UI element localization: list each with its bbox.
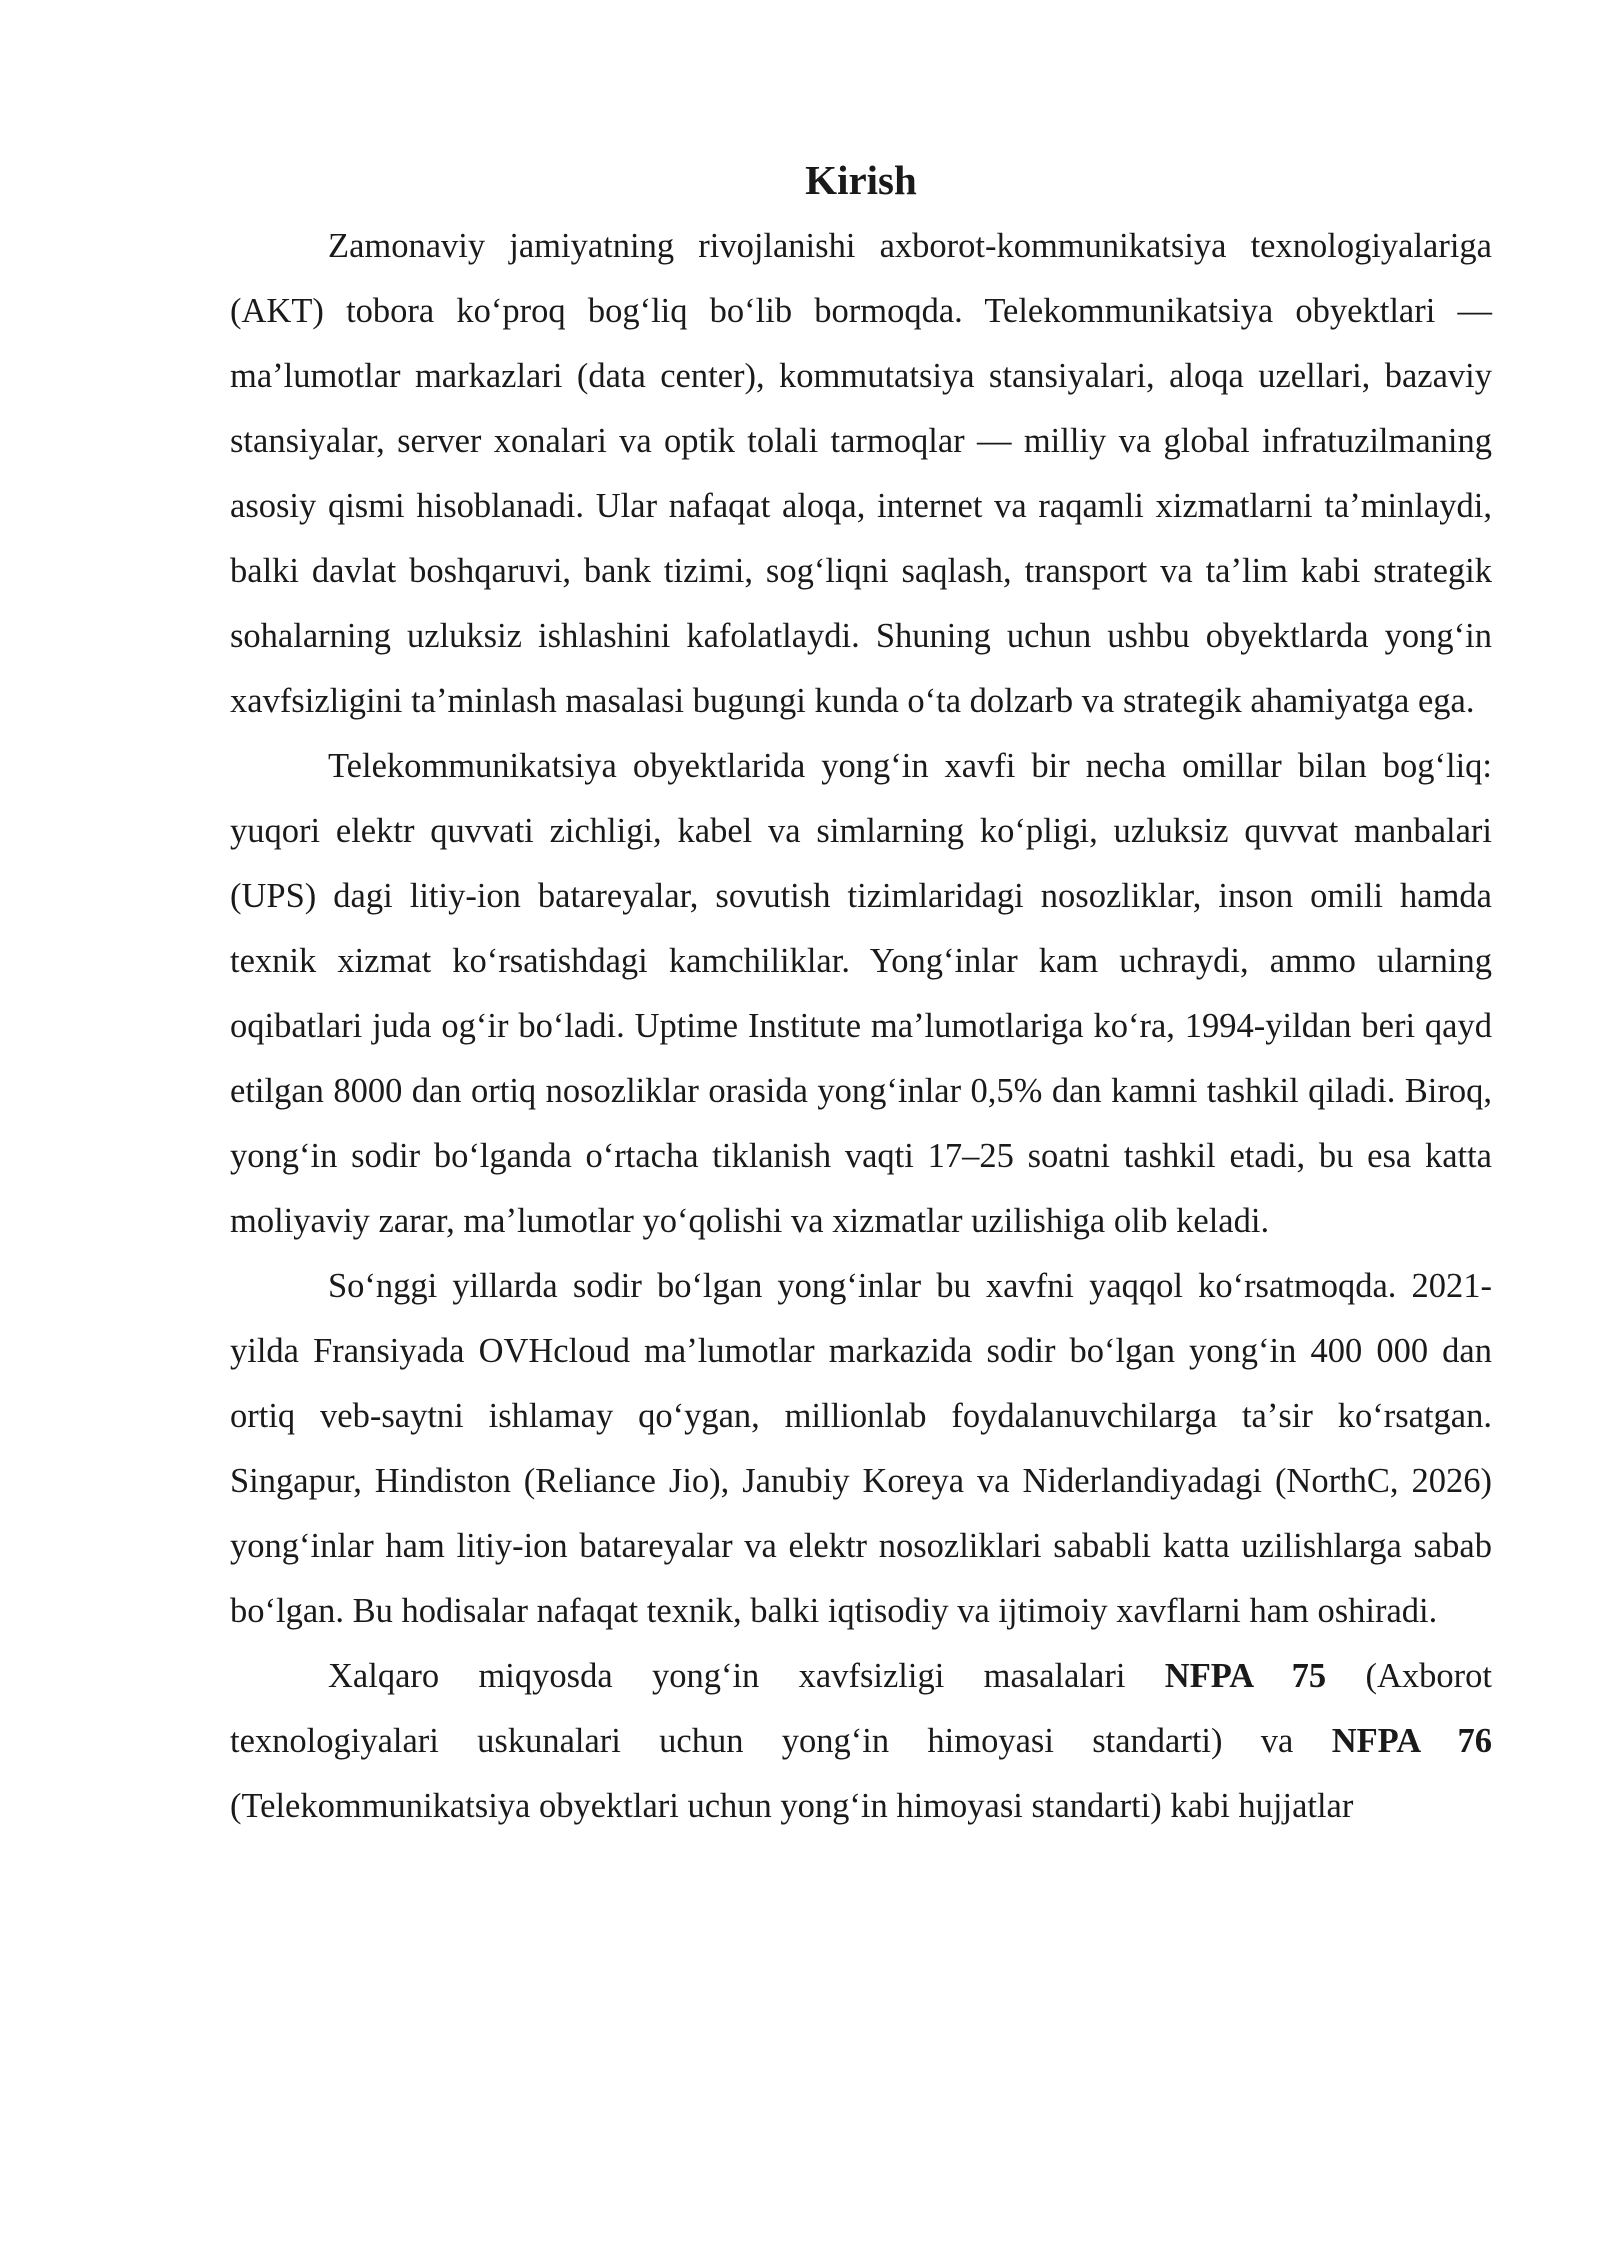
page-content bbox=[230, 150, 1492, 1839]
paragraph-1 bbox=[230, 214, 1492, 734]
paragraph-3 bbox=[230, 1254, 1492, 1644]
standard-nfpa-75: NFPA 75 bbox=[1164, 1657, 1327, 1695]
paragraph-4-text-b: (Axborot texnologiyalari uskunalari uchun yongʻin himoyasi standarti) va bbox=[230, 1657, 1492, 1760]
paragraph-4 bbox=[230, 1644, 1492, 1839]
paragraph-1-text: Zamonaviy jamiyatning rivojlanishi axborot-kommunikatsiya texnologiyalariga (AKT) tobora koʻproq bogʻliq boʻlib bormoqda. Telekommunikatsiya obyektlari — maʼlumotlar markazlari (data center), kommutatsiya stansiyalari, aloqa uzellari, bazaviy stansiyalar, server xonalari va optik tolali tarmoqlar — milliy va global infratuzilmaning asosiy qismi hisoblanadi. Ular nafaqat aloqa, internet va raqamli xizmatlarni taʼminlaydi, balki davlat boshqaruvi, bank tizimi, sogʻliqni saqlash, transport va taʼlim kabi strategik sohalarning uzluksiz ishlashini kafolatlaydi. Shuning uchun ushbu obyektlarda yongʻin xavfsizligini taʼminlash masalasi bugungi kunda oʻta dolzarb va strategik ahamiyatga ega. bbox=[230, 227, 1492, 720]
paragraph-3-text: Soʻnggi yillarda sodir boʻlgan yongʻinlar bu xavfni yaqqol koʻrsatmoqda. 2021-yilda Fransiyada OVHcloud maʼlumotlar markazida sodir boʻlgan yongʻin 400 000 dan ortiq veb-saytni ishlamay qoʻygan, millionlab foydalanuvchilarga taʼsir koʻrsatgan. Singapur, Hindiston (Reliance Jio), Janubiy Koreya va Niderlandiyadagi (NorthC, 2026) yongʻinlar ham litiy-ion batareyalar va elektr nosozliklari sababli katta uzilishlarga sabab boʻlgan. Bu hodisalar nafaqat texnik, balki iqtisodiy va ijtimoiy xavflarni ham oshiradi. bbox=[230, 1267, 1492, 1630]
paragraph-2 bbox=[230, 734, 1492, 1254]
paragraph-2-text: Telekommunikatsiya obyektlarida yongʻin xavfi bir necha omillar bilan bogʻliq: yuqori elektr quvvati zichligi, kabel va simlarning koʻpligi, uzluksiz quvvat manbalari (UPS) dagi litiy-ion batareyalar, sovutish tizimlaridagi nosozliklar, inson omili hamda texnik xizmat koʻrsatishdagi kamchiliklar. Yongʻinlar kam uchraydi, ammo ularning oqibatlari juda ogʻir boʻladi. Uptime Institute maʼlumotlariga koʻra, 1994-yildan beri qayd etilgan 8000 dan ortiq nosozliklar orasida yongʻinlar 0,5% dan kamni tashkil qiladi. Biroq, yongʻin sodir boʻlganda oʻrtacha tiklanish vaqti 17–25 soatni tashkil etadi, bu esa katta moliyaviy zarar, maʼlumotlar yoʻqolishi va xizmatlar uzilishiga olib keladi. bbox=[230, 747, 1492, 1240]
paragraph-4-text-a: Xalqaro miqyosda yongʻin xavfsizligi masalalari bbox=[328, 1657, 1165, 1695]
paragraph-4-text-c: (Telekommunikatsiya obyektlari uchun yongʻin himoyasi standarti) kabi hujjatlar bbox=[230, 1787, 1354, 1825]
standard-nfpa-76: NFPA 76 bbox=[1331, 1722, 1493, 1760]
section-title: Kirish bbox=[805, 157, 917, 203]
